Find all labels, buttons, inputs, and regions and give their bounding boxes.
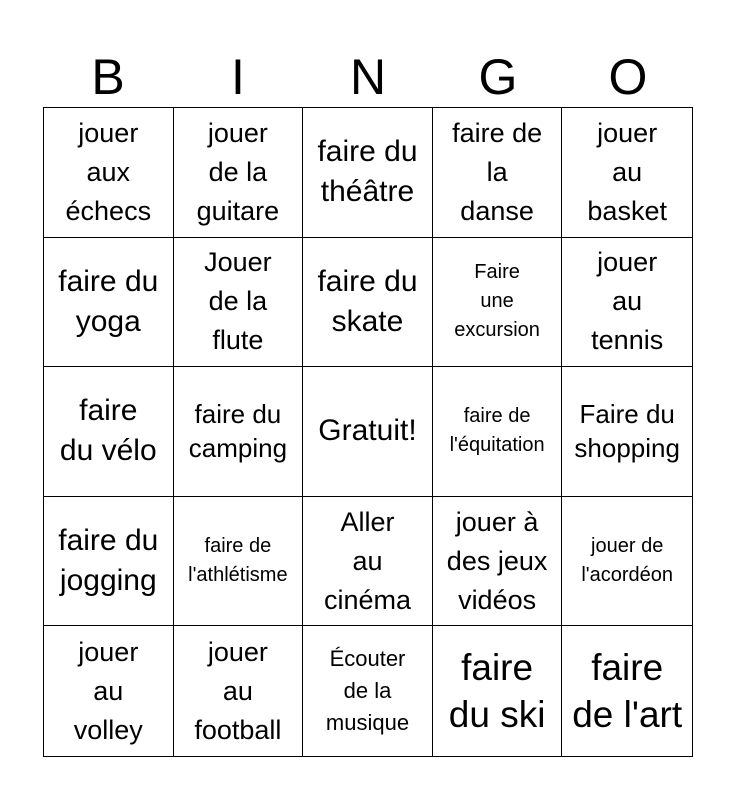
- header-letter-o: O: [608, 49, 648, 105]
- bingo-cell[interactable]: [562, 626, 692, 756]
- bingo-cell-text: faire du skate: [317, 264, 418, 338]
- header-letter-n: N: [349, 49, 387, 105]
- bingo-cell[interactable]: [44, 108, 174, 238]
- header-letter-b: B: [91, 49, 125, 105]
- bingo-cell[interactable]: [433, 626, 563, 756]
- bingo-cell[interactable]: [433, 497, 563, 627]
- bingo-cell[interactable]: [174, 238, 304, 368]
- bingo-cell[interactable]: [44, 238, 174, 368]
- bingo-cell-text: Aller au cinéma: [323, 506, 412, 615]
- bingo-cell-text: Faire une excursion: [454, 261, 540, 342]
- bingo-cell-text: faire de l'équitation: [449, 405, 545, 457]
- bingo-cell-text: faire de l'art: [572, 647, 683, 736]
- bingo-cell-text: jouer à des jeux vidéos: [446, 506, 548, 615]
- bingo-cell[interactable]: [433, 108, 563, 238]
- bingo-cell[interactable]: [44, 497, 174, 627]
- bingo-header: [43, 42, 693, 108]
- bingo-board: [43, 107, 693, 757]
- bingo-cell[interactable]: [44, 626, 174, 756]
- bingo-cell-text: faire de l'athlétisme: [188, 535, 288, 587]
- bingo-cell[interactable]: [562, 367, 692, 497]
- bingo-cell-text: jouer au football: [194, 636, 282, 745]
- bingo-cell[interactable]: [303, 108, 433, 238]
- bingo-cell[interactable]: [562, 497, 692, 627]
- bingo-cell-text: faire du vélo: [59, 394, 157, 468]
- bingo-cell[interactable]: [174, 108, 304, 238]
- bingo-cell-text: faire du ski: [448, 647, 546, 736]
- bingo-cell-text: faire du théâtre: [317, 135, 418, 209]
- bingo-cell-text: jouer de la guitare: [196, 117, 280, 226]
- bingo-cell-text: jouer au volley: [73, 636, 143, 745]
- bingo-cell-text: Faire du shopping: [574, 399, 680, 464]
- bingo-cell[interactable]: [562, 108, 692, 238]
- bingo-cell-text: faire du yoga: [58, 264, 159, 338]
- bingo-cell[interactable]: [174, 367, 304, 497]
- bingo-cell[interactable]: [44, 367, 174, 497]
- bingo-cell[interactable]: [303, 367, 433, 497]
- bingo-cell[interactable]: [174, 626, 304, 756]
- bingo-cell-text: jouer au basket: [587, 117, 667, 226]
- bingo-cell-text: jouer de l'acordéon: [581, 535, 674, 587]
- bingo-cell-text: Gratuit!: [318, 414, 417, 448]
- bingo-cell[interactable]: [433, 238, 563, 368]
- bingo-cell-text: jouer aux échecs: [65, 117, 152, 226]
- bingo-cell-text: faire du jogging: [58, 524, 159, 598]
- bingo-cell-text: jouer au tennis: [591, 247, 664, 356]
- bingo-cell-text: faire du camping: [188, 399, 288, 464]
- bingo-cell-text: faire de la danse: [452, 117, 543, 226]
- bingo-cell[interactable]: [303, 238, 433, 368]
- bingo-cell[interactable]: [562, 238, 692, 368]
- header-letter-g: G: [478, 49, 518, 105]
- bingo-cell-text: Écouter de la musique: [325, 646, 410, 736]
- bingo-cell-text: Jouer de la flute: [204, 247, 272, 356]
- header-letter-i: I: [231, 49, 245, 105]
- bingo-cell[interactable]: [303, 626, 433, 756]
- bingo-cell[interactable]: [303, 497, 433, 627]
- bingo-cell[interactable]: [174, 497, 304, 627]
- bingo-cell[interactable]: [433, 367, 563, 497]
